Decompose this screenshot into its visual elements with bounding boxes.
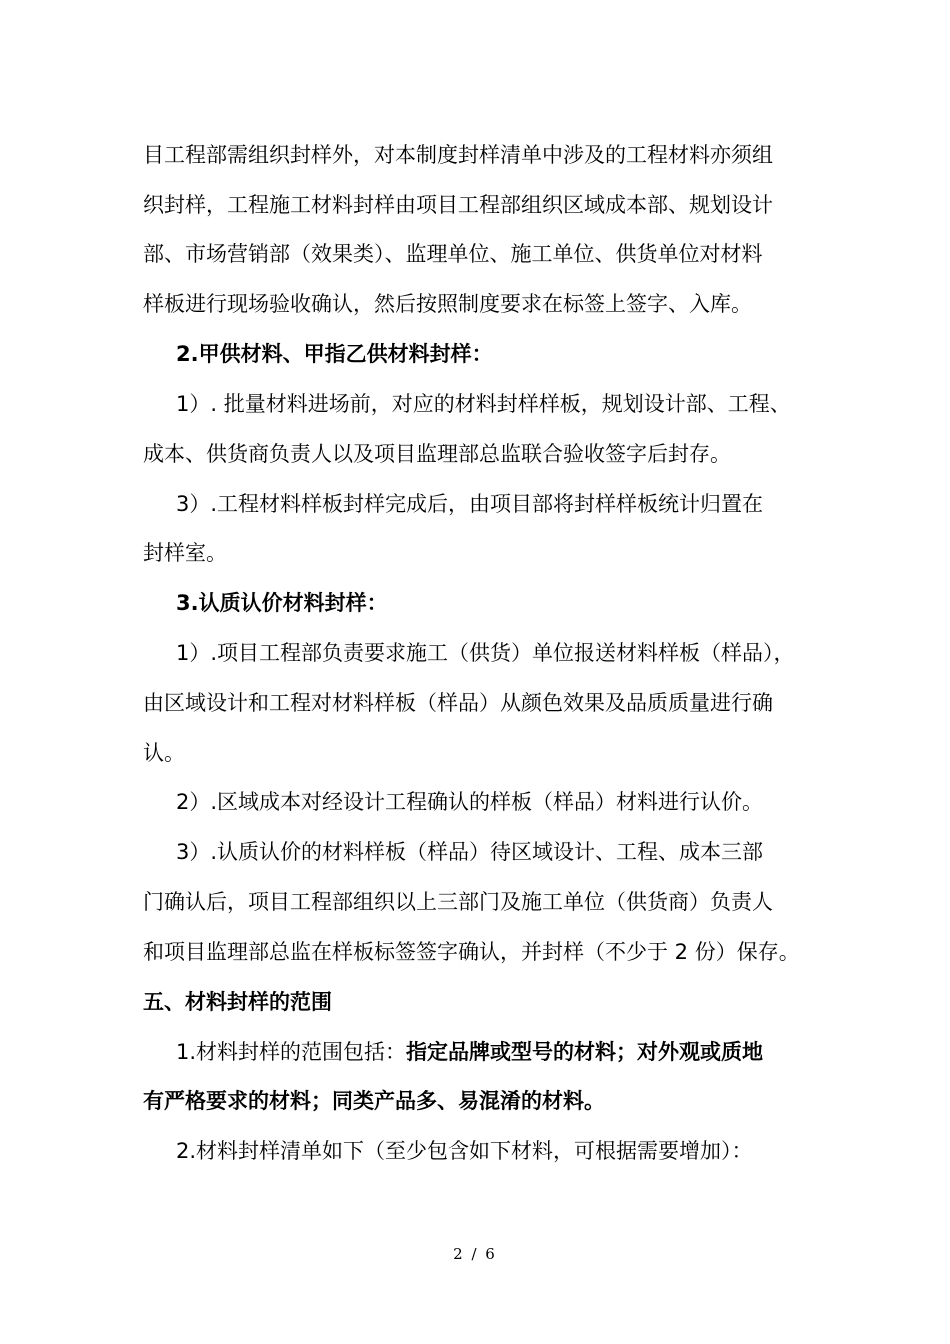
- chapter-heading: 五、材料封样的范围: [143, 990, 332, 1014]
- paragraph-line: 样板进行现场验收确认，然后按照制度要求在标签上签字、入库。: [143, 292, 752, 316]
- paragraph-line: 织封样，工程施工材料封样由项目工程部组织区域成本部、规划设计: [143, 193, 773, 217]
- paragraph-line: 2）.区域成本对经设计工程确认的样板（样品）材料进行认价。: [176, 790, 764, 814]
- paragraph-line: 认。: [143, 741, 185, 765]
- page-number: 2 / 6: [453, 1245, 497, 1263]
- scope-intro-text: 1.材料封样的范围包括：: [176, 1040, 407, 1064]
- paragraph-line: 3）.认质认价的材料样板（样品）待区域设计、工程、成本三部: [176, 840, 764, 864]
- paragraph-line: 由区域设计和工程对材料样板（样品）从颜色效果及品质质量进行确: [143, 691, 773, 715]
- scope-emphasis-text: 指定品牌或型号的材料；对外观或质地: [406, 1040, 764, 1064]
- paragraph-line: 封样室。: [143, 541, 227, 565]
- paragraph-line: 成本、供货商负责人以及项目监理部总监联合验收签字后封存。: [143, 442, 731, 466]
- paragraph-line: 门确认后，项目工程部组织以上三部门及施工单位（供货商）负责人: [143, 890, 773, 914]
- paragraph-line: 3）.工程材料样板封样完成后，由项目部将封样样板统计归置在: [176, 492, 764, 516]
- paragraph-line: 部、市场营销部（效果类）、监理单位、施工单位、供货单位对材料: [143, 242, 763, 266]
- paragraph-line: [176, 1037, 813, 1067]
- paragraph-line: 和项目监理部总监在样板标签签字确认，并封样（不少于 2 份）保存。: [143, 940, 800, 964]
- paragraph-line: 2.材料封样清单如下（至少包含如下材料，可根据需要增加）：: [176, 1139, 753, 1163]
- section-heading: 3.认质认价材料封样：: [176, 591, 388, 615]
- paragraph-line: 1）. 批量材料进场前，对应的材料封样样板，规划设计部、工程、: [176, 392, 791, 416]
- section-heading: 2.甲供材料、甲指乙供材料封样：: [176, 342, 493, 366]
- paragraph-line: 1）.项目工程部负责要求施工（供货）单位报送材料样板（样品），: [176, 641, 795, 665]
- scope-emphasis-line: 有严格要求的材料；同类产品多、易混淆的材料。: [143, 1089, 605, 1113]
- paragraph-line: 目工程部需组织封样外，对本制度封样清单中涉及的工程材料亦须组: [143, 143, 773, 167]
